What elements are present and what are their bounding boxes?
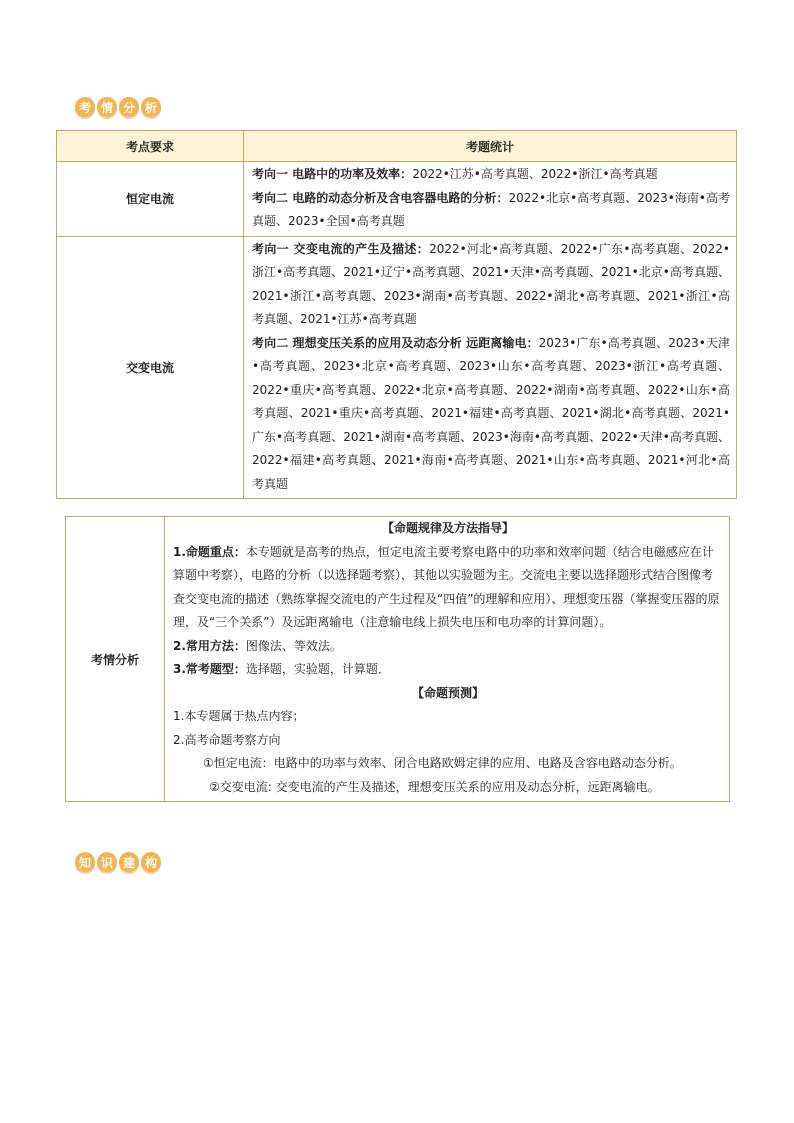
badge-char: 知	[75, 852, 95, 872]
section-heading: 【命题预测】	[411, 685, 484, 700]
badge-char: 情	[97, 97, 117, 117]
section-heading: 【命题规律及方法指导】	[381, 521, 514, 535]
section-badge-zhishi	[75, 852, 161, 872]
badge-char: 构	[141, 852, 161, 872]
paragraph: ①恒定电流：电路中的功率与效率、闭合电路欧姆定律的应用、电路及含容电路动态分析。	[203, 756, 682, 770]
content-cell	[244, 236, 737, 499]
list-item: 考向二 电路的动态分析及含电容器电路的分析：2022•北京•高考真题、2023•海南•高考真题、2023•全国•高考真题	[252, 190, 730, 228]
paragraph: 2.常用方法：图像法、等效法。	[173, 638, 342, 653]
section-badge-kaoqing	[75, 97, 161, 117]
badge-char: 析	[141, 97, 161, 117]
paragraph: 1.本专题属于热点内容；	[173, 709, 305, 723]
topic-cell: 恒定电流	[57, 162, 244, 237]
badge-char: 分	[119, 97, 139, 117]
paragraph: 3.常考题型：选择题，实验题，计算题．	[173, 662, 390, 676]
badge-char: 考	[75, 97, 95, 117]
list-item: 考向二 理想变压关系的应用及动态分析 远距离输电：2023•广东•高考真题、2023•天津•高考真题、2023•北京•高考真题、2023•山东•高考真题、2023•浙江•高考真题、2022•重庆•高考真题、2022•北京•高考真题、2022•湖南•高考真题、2022•山东•高考真题、2021•重庆•高考真题、2021•福建•高考真题、2021•湖北•高考真题、2021•广东•高考真题、2021•湖南•高考真题、2023•海南•高考真题、2022•天津•高考真题、2022•福建•高考真题、2021•海南•高考真题、2021•山东•高考真题、2021•河北•高考真题	[252, 335, 730, 491]
content-cell	[244, 162, 737, 237]
list-item: 考向一 交变电流的产生及描述：2022•河北•高考真题、2022•广东•高考真题、2022•浙江•高考真题、2021•辽宁•高考真题、2021•天津•高考真题、2021•北京•高考真题、2021•浙江•高考真题、2023•湖南•高考真题、2022•湖北•高考真题、2021•浙江•高考真题、2021•江苏•高考真题	[252, 241, 730, 326]
list-item: 考向一 电路中的功率及效率：2022•江苏•高考真题、2022•浙江•高考真题	[252, 167, 658, 181]
exam-analysis-table	[65, 516, 730, 802]
paragraph: 1.命题重点：本专题就是高考的热点，恒定电流主要考察电路中的功率和效率问题（结合电磁感应在计算题中考察），电路的分析（以选择题考察），其他以实验题为主。交流电主要以选择题形式结合图像考查交变电流的描述（熟练掌握交流电的产生过程及“四值”的理解和应用）、理想变压器（掌握变压器的原理，及“三个关系”）及远距离输电（注意输电线上损失电压和电功率的计算问题）。	[173, 544, 720, 629]
table-row	[57, 162, 737, 237]
topic-cell: 交变电流	[57, 236, 244, 499]
badge-char: 建	[119, 852, 139, 872]
exam-statistics-table	[56, 130, 737, 499]
paragraph: 2.高考命题考察方向	[173, 732, 281, 747]
analysis-label: 考情分析	[66, 517, 165, 802]
header-statistics: 考题统计	[244, 131, 737, 162]
paragraph: ②交变电流: 交变电流的产生及描述，理想变压关系的应用及动态分析，远距离输电。	[209, 779, 660, 794]
badge-char: 识	[97, 852, 117, 872]
analysis-body	[165, 517, 730, 802]
header-requirement: 考点要求	[57, 131, 244, 162]
table-row	[57, 236, 737, 499]
